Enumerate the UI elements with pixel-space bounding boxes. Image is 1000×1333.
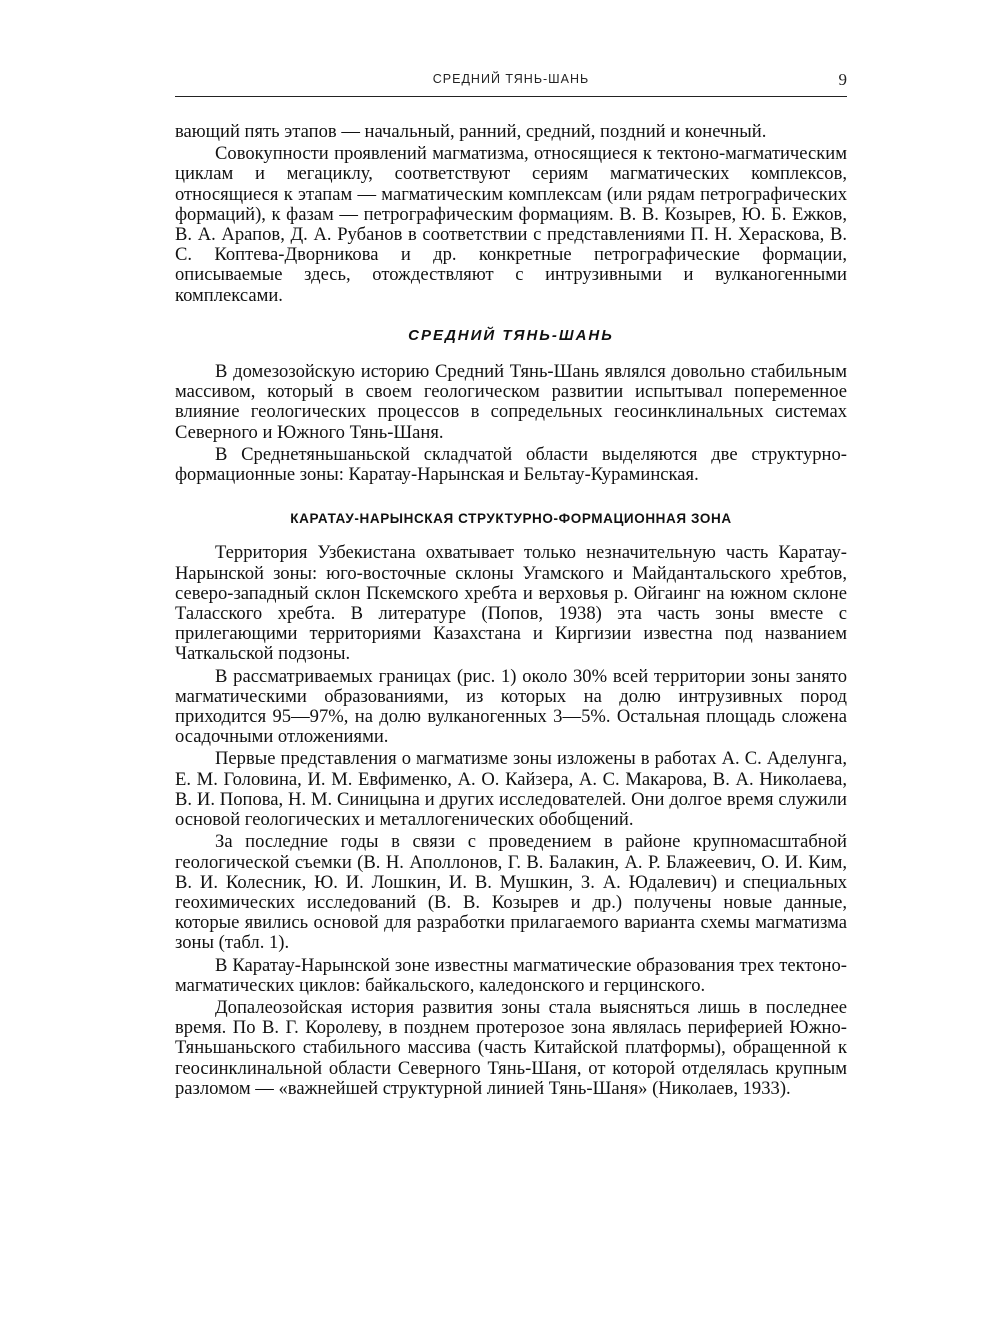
page-number: 9 (838, 70, 847, 89)
paragraph: Первые представления о магматизме зоны изложены в работах А. С. Аделунга, Е. М. Головина, И. М. Евфименко, А. О. Кайзера, А. С. Макарова, В. А. Николаева, В. И. Попова, Н. М. Синицына и других исследователей. Они долгое время служили основой геологических и металлогенических обобщений. (175, 748, 847, 831)
paragraph: За последние годы в связи с проведением в районе крупномасштабной геологической съемки (В. Н. Аполлонов, Г. В. Балакин, А. Р. Блажеевич, О. И. Ким, В. И. Колесник, Ю. И. Лошкин, И. В. Мушкин, З. А. Юдалевич) и специальных геохимических исследований (В. В. Козырев и др.) получены новые данные, которые явились основой для разработки прилагаемого варианта схемы магматизма зоны (табл. 1). (175, 831, 847, 954)
paragraph: В Среднетяньшаньской складчатой области выделяются две структурно-формационные зоны: Каратау-Нарынская и Бельтау-Кураминская. (175, 443, 847, 486)
paragraph: Территория Узбекистана охватывает только незначительную часть Каратау-Нарынской зоны: юго-восточные склоны Угамского и Майдантальского хребтов, северо-западный склон Пскемского хребта и верховья р. Ойгаинг на южном склоне Таласского хребта. В литературе (Попов, 1938) эта часть зоны вместе с прилегающими территориями Казахстана и Киргизии известна под названием Чаткальской подзоны. (175, 542, 847, 665)
running-title: СРЕДНИЙ ТЯНЬ-ШАНЬ (432, 72, 590, 86)
paragraph: В Каратау-Нарынской зоне известны магматические образования трех тектоно-магматических циклов: байкальского, каледонского и герцинского. (175, 954, 847, 996)
zone-heading: КАРАТАУ-НАРЫНСКАЯ СТРУКТУРНО-ФОРМАЦИОННАЯ ЗОНА (290, 511, 732, 527)
paragraph: Допалеозойская история развития зоны стала выясняться лишь в последнее время. По В. Г. Королеву, в позднем протерозое зона являлась периферией Южно-Тяньшаньского стабильного массива (часть Китайской платформы), обращенной к геосинклинальной области Северного Тянь-Шаня, от которой отделялась крупным разломом — «важнейшей структурной линией Тянь-Шаня» (Николаев, 1933). (175, 996, 847, 1099)
section-heading: СРЕДНИЙ ТЯНЬ-ШАНЬ (408, 326, 614, 344)
paragraph: В домезозойскую историю Средний Тянь-Шань являлся довольно стабильным массивом, который в своем геологическом развитии испытывал попеременное влияние геологических процессов в сопредельных геосинклинальных системах Северного и Южного Тянь-Шаня. (175, 361, 847, 443)
body-text (175, 122, 847, 1099)
paragraph: Совокупности проявлений магматизма, относящиеся к тектоно-магматическим циклам и мегациклу, соответствуют сериям магматических комплексов, относящиеся к этапам — магматическим комплексам (или рядам петрографических формаций), к фазам — петрографическим формациям. В. В. Козырев, Ю. Б. Ежков, В. А. Арапов, Д. А. Рубанов в соответствии с представлениями П. Н. Хераскова, В. С. Коптева-Дворникова и др. конкретные петрографические формации, описываемые здесь, отождествляют с интрузивными и вулканогенными комплексами. (175, 143, 847, 306)
running-header (175, 68, 847, 97)
paragraph: В рассматриваемых границах (рис. 1) около 30% всей территории зоны занято магматическими образованиями, из которых на долю интрузивных пород приходится 95—97%, на долю вулканогенных 3—5%. Остальная площадь сложена осадочными отложениями. (175, 665, 847, 748)
paragraph: вающий пять этапов — начальный, ранний, средний, поздний и конечный. (175, 121, 767, 142)
